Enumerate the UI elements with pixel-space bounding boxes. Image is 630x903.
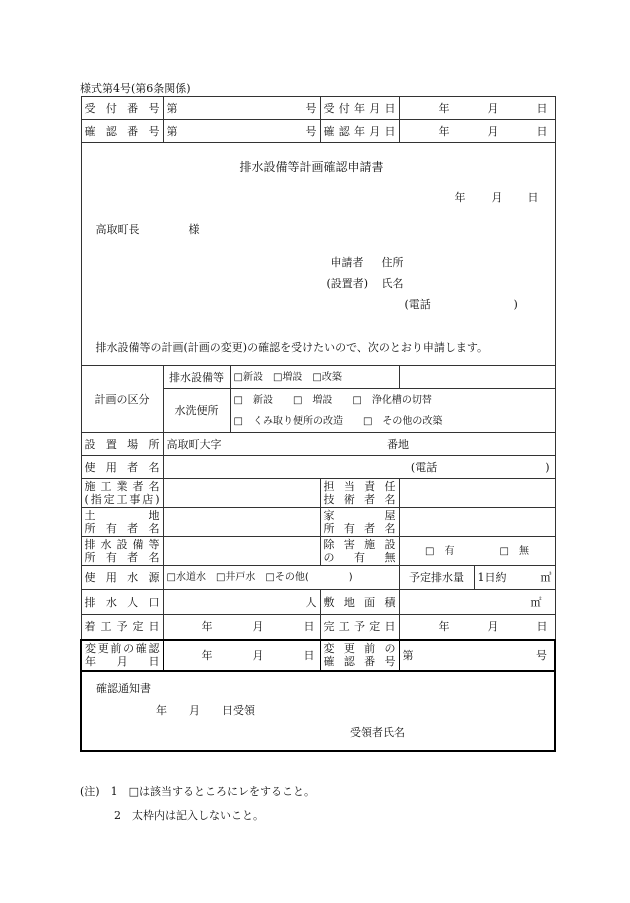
form-notes [80, 780, 315, 828]
confirmation-date-field[interactable] [399, 120, 555, 143]
receipt-date-label: 受付年月日 [320, 97, 399, 120]
form-number: 様式第4号(第6条関係) [80, 82, 191, 95]
end-date-label: 完工予定日 [320, 615, 399, 640]
notice-row [81, 671, 555, 751]
before-change-number-line1: 変更前の [323, 642, 396, 655]
receipt-dai: 第 [166, 101, 178, 115]
applicant-phone-open[interactable]: (電話 [404, 298, 431, 311]
addressee-honorific: 様 [188, 223, 200, 236]
confirmation-go: 号 [305, 124, 317, 138]
user-phone-open: (電話 [410, 460, 438, 474]
water-source-options[interactable]: □水道水 □井戸水 □その他( ) [163, 566, 399, 590]
confirmation-row [81, 120, 555, 143]
house-owner-label [320, 508, 399, 537]
addressee: 高取町長 [95, 223, 140, 236]
form-title: 排水設備等計画確認申請書 [239, 160, 384, 174]
removal-facility-label-line1: 除害施設 [323, 538, 396, 551]
confirmation-day: 日 [536, 124, 548, 138]
application-main-row [81, 143, 555, 366]
installer-label: (設置者) [326, 277, 369, 290]
house-owner-field[interactable] [399, 508, 555, 537]
notice-title: 確認通知書 [96, 681, 151, 695]
equipment-owner-field[interactable] [163, 537, 320, 566]
before-year: 年 [201, 648, 213, 662]
before-month: 月 [252, 648, 264, 662]
before-change-number-line2: 確認番号 [323, 655, 396, 668]
schedule-row [81, 615, 555, 640]
user-row [81, 456, 555, 479]
user-name-field[interactable] [163, 456, 555, 479]
applicant-label: 申請者 [330, 256, 364, 269]
receipt-go: 号 [305, 101, 317, 115]
end-month: 月 [487, 620, 499, 634]
removal-no-checkbox[interactable]: □ 無 [499, 545, 529, 557]
application-statement: 排水設備等の計画(計画の変更)の確認を受けたいので、次のとおり申請します。 [95, 341, 488, 354]
start-date-label: 着工予定日 [81, 615, 163, 640]
planned-unit: ㎥ [540, 571, 552, 584]
contractor-row [81, 479, 555, 508]
notice-receiver-name[interactable]: 受領者氏名 [350, 725, 405, 739]
engineer-field[interactable] [399, 479, 555, 508]
receipt-row [81, 97, 555, 120]
start-day: 日 [303, 620, 315, 634]
end-year: 年 [438, 620, 450, 634]
receipt-number-field[interactable] [163, 97, 320, 120]
removal-yes-checkbox[interactable]: □ 有 [425, 545, 455, 557]
confirmation-month: 月 [487, 124, 499, 138]
land-owner-label [81, 508, 163, 537]
end-date-field[interactable] [399, 615, 555, 640]
contractor-label-line2: (指定工事店) [84, 493, 160, 506]
before-change-label-line2: 年 月 日 [85, 655, 160, 668]
start-date-field[interactable] [163, 615, 320, 640]
drain-equipment-label: 排水設備等 [163, 366, 230, 389]
receipt-day: 日 [536, 101, 548, 115]
land-owner-label-line1: 土 地 [84, 509, 160, 522]
before-change-number-label [320, 640, 399, 671]
application-form-table [80, 96, 556, 752]
site-area-unit: ㎡ [530, 595, 542, 609]
equipment-owner-label-line1: 排水設備等 [84, 538, 160, 551]
address-label[interactable]: 住所 [381, 256, 404, 269]
drain-equipment-options[interactable]: □新設 □増設 □改築 [230, 366, 399, 389]
removal-facility-label [320, 537, 399, 566]
start-month: 月 [252, 620, 264, 634]
house-owner-label-line1: 家 屋 [323, 509, 396, 522]
before-dai: 第 [402, 648, 414, 662]
house-owner-label-line2: 所有者名 [323, 522, 396, 535]
population-unit: 人 [305, 595, 317, 609]
confirmation-dai: 第 [166, 124, 178, 138]
equipment-owner-row [81, 537, 555, 566]
population-row [81, 590, 555, 615]
drainage-population-field[interactable] [163, 590, 320, 615]
before-change-number-field[interactable] [399, 640, 555, 671]
location-label: 設置場所 [81, 433, 163, 456]
before-change-row [81, 640, 555, 671]
before-change-label-line1: 変更前の確認 [85, 642, 160, 655]
before-day: 日 [303, 648, 315, 662]
applicant-phone-close: ) [513, 298, 518, 311]
confirmation-year: 年 [438, 124, 450, 138]
drainage-population-label: 排水人口 [81, 590, 163, 615]
application-month[interactable]: 月 [491, 191, 503, 204]
location-row [81, 433, 555, 456]
land-owner-label-line2: 所有者名 [84, 522, 160, 535]
flush-toilet-options[interactable] [230, 389, 555, 433]
before-change-label [81, 640, 163, 671]
land-owner-field[interactable] [163, 508, 320, 537]
removal-facility-options[interactable] [399, 537, 555, 566]
engineer-label-line2: 技術者名 [323, 493, 396, 506]
water-source-label: 使用水源 [81, 566, 163, 590]
location-town: 高取町大字 [166, 437, 222, 451]
drain-equipment-blank [399, 366, 555, 389]
application-day[interactable]: 日 [527, 191, 539, 204]
confirmation-date-label: 確認年月日 [320, 120, 399, 143]
removal-facility-label-line2: の有無 [323, 551, 396, 564]
notice-received-date[interactable]: 年 月 日受領 [156, 703, 255, 717]
end-day: 日 [536, 620, 548, 634]
contractor-label-line1: 施工業者名 [84, 480, 160, 493]
flush-toilet-label: 水洗便所 [163, 389, 230, 433]
engineer-label-line1: 担当責任 [323, 480, 396, 493]
receipt-month: 月 [487, 101, 499, 115]
water-source-row [81, 566, 555, 590]
equipment-owner-label [81, 537, 163, 566]
name-label[interactable]: 氏名 [381, 277, 404, 290]
site-area-label: 敷地面積 [320, 590, 399, 615]
engineer-label [320, 479, 399, 508]
application-year[interactable]: 年 [454, 191, 466, 204]
before-go: 号 [536, 648, 547, 662]
user-name-label: 使用者名 [81, 456, 163, 479]
receipt-number-label: 受付番号 [81, 97, 163, 120]
confirmation-number-label: 確認番号 [81, 120, 163, 143]
confirmation-number-field[interactable] [163, 120, 320, 143]
before-change-date-field[interactable] [163, 640, 320, 671]
start-year: 年 [201, 620, 213, 634]
user-phone-close: ) [545, 460, 550, 474]
planned-per-day: 1日約 [477, 571, 507, 584]
location-field[interactable] [163, 433, 555, 456]
planned-drainage-label: 予定排水量 [399, 566, 474, 590]
flush-toilet-options-line2[interactable]: □ くみ取り便所の改造 □ その他の改築 [233, 415, 443, 427]
planned-drainage-field[interactable] [474, 566, 555, 590]
flush-toilet-options-line1[interactable]: □ 新設 □ 増設 □ 浄化槽の切替 [233, 394, 432, 406]
contractor-field[interactable] [163, 479, 320, 508]
owner-row [81, 508, 555, 537]
site-area-field[interactable] [399, 590, 555, 615]
notice-block [81, 671, 555, 751]
receipt-date-field[interactable] [399, 97, 555, 120]
note-line-2: 2 太枠内は記入しないこと。 [114, 809, 264, 822]
equipment-owner-label-line2: 所有者名 [84, 551, 160, 564]
receipt-year: 年 [438, 101, 450, 115]
location-banchi: 番地 [387, 437, 409, 451]
plan-drain-row [81, 366, 555, 389]
application-main-block [81, 143, 555, 366]
contractor-label [81, 479, 163, 508]
plan-label: 計画の区分 [81, 366, 163, 433]
note-line-1: (注) 1 □は該当するところにレをすること。 [80, 785, 315, 798]
